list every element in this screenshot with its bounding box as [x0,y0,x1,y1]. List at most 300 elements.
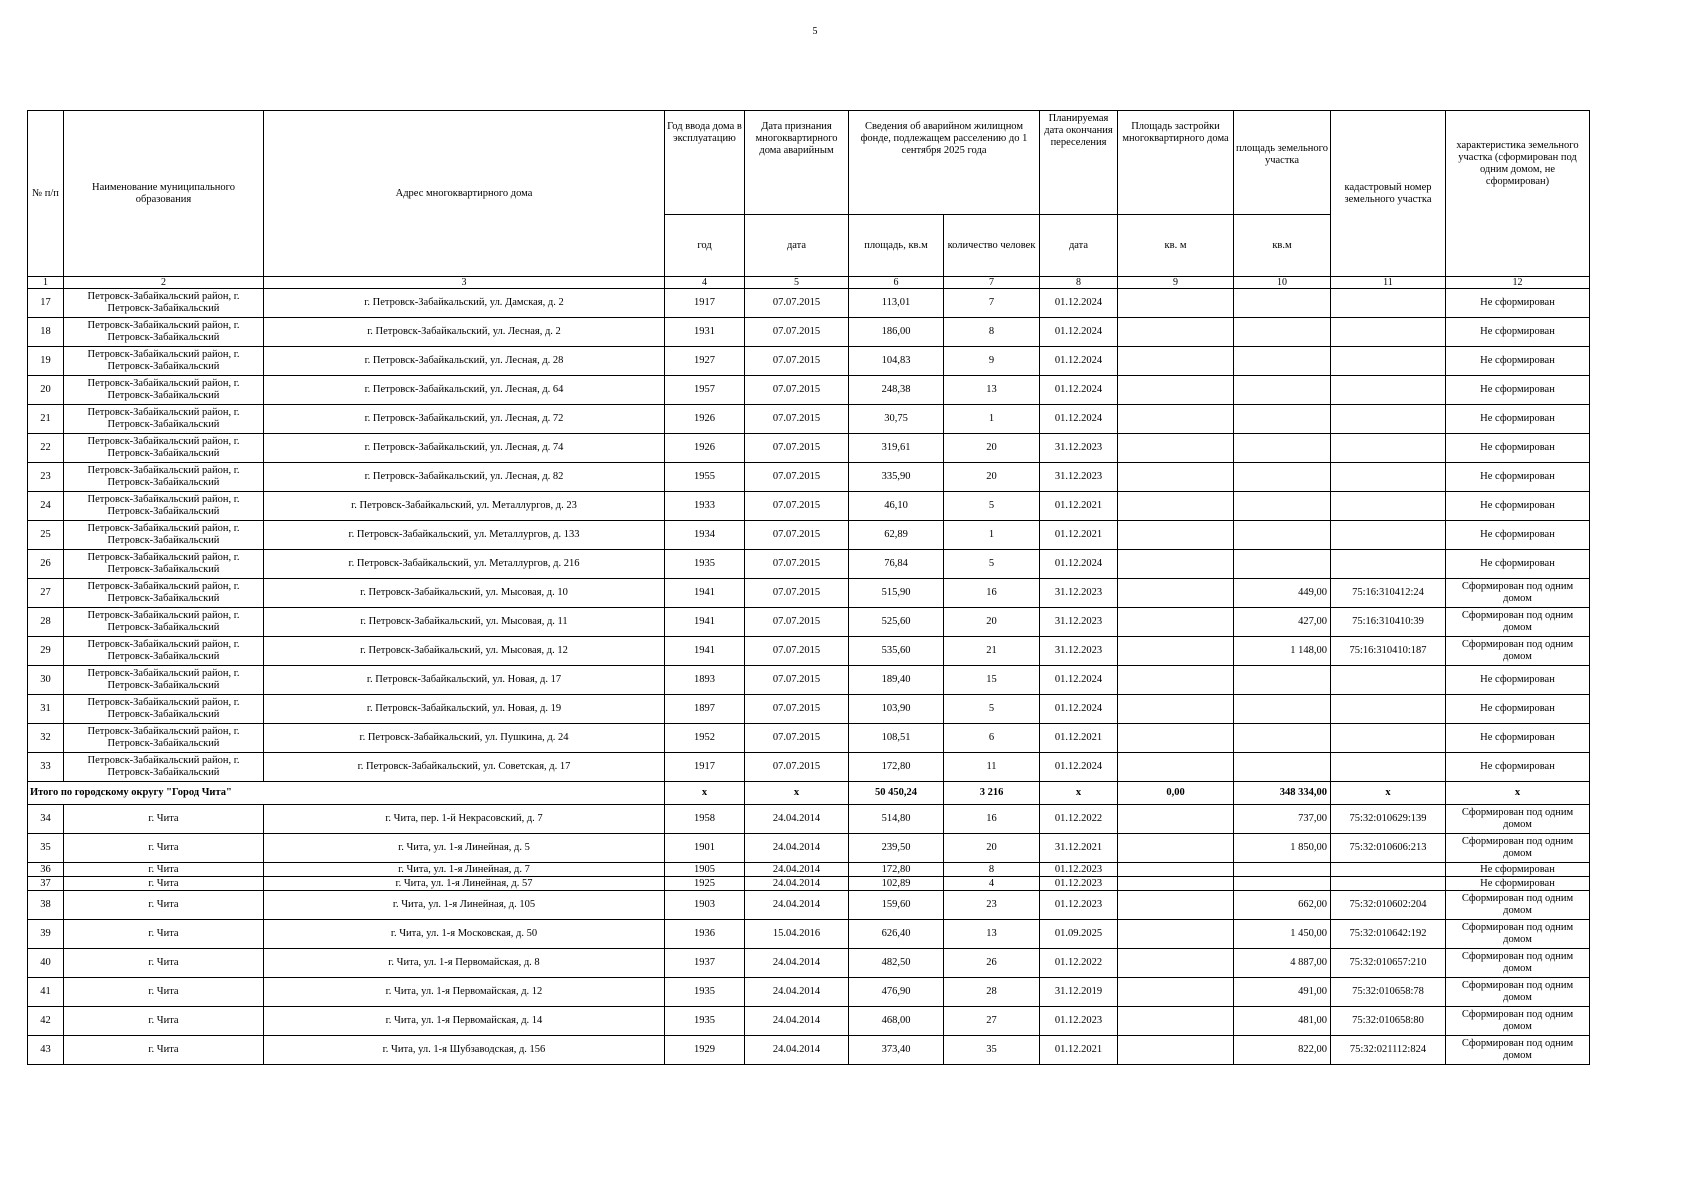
header-land-characteristic: характеристика земельного участка (сформирован под одним домом, не сформирован) [1446,111,1590,277]
row-land-characteristic: Не сформирован [1446,405,1590,434]
table-row [28,434,1590,463]
row-cadastral [1331,492,1446,521]
row-land-area: 481,00 [1234,1007,1331,1036]
row-address: г. Петровск-Забайкальский, ул. Лесная, д. 28 [264,347,665,376]
table-row [28,637,1590,666]
row-people: 1 [944,521,1040,550]
row-cadastral: 75:32:010629:139 [1331,805,1446,834]
row-land-characteristic: Сформирован под одним домом [1446,608,1590,637]
row-address: г. Петровск-Забайкальский, ул. Лесная, д. 2 [264,318,665,347]
header-sub-date: дата [745,215,849,277]
row-date: 15.04.2016 [745,920,849,949]
row-municipality: г. Чита [64,920,264,949]
row-people: 20 [944,834,1040,863]
row-municipality: Петровск-Забайкальский район, г. Петровск-Забайкальский [64,608,264,637]
row-year: 1937 [665,949,745,978]
column-number: 7 [944,277,1040,289]
row-people: 1 [944,405,1040,434]
row-land-characteristic: Не сформирован [1446,318,1590,347]
row-address: г. Чита, ул. 1-я Линейная, д. 5 [264,834,665,863]
row-cadastral [1331,376,1446,405]
row-area: 482,50 [849,949,944,978]
row-address: г. Петровск-Забайкальский, ул. Лесная, д. 82 [264,463,665,492]
row-build-area [1118,521,1234,550]
row-land-area: 737,00 [1234,805,1331,834]
header-sub-area: площадь, кв.м [849,215,944,277]
row-municipality: г. Чита [64,863,264,877]
table-row [28,376,1590,405]
column-number: 12 [1446,277,1590,289]
row-number: 38 [28,891,64,920]
row-date: 07.07.2015 [745,666,849,695]
row-year: 1926 [665,434,745,463]
row-year: 1893 [665,666,745,695]
row-end-date: 01.12.2024 [1040,753,1118,782]
row-people: 23 [944,891,1040,920]
row-end-date: 01.12.2024 [1040,376,1118,405]
row-people: 7 [944,289,1040,318]
row-area: 514,80 [849,805,944,834]
row-municipality: г. Чита [64,949,264,978]
row-municipality: Петровск-Забайкальский район, г. Петровск-Забайкальский [64,695,264,724]
row-date: 07.07.2015 [745,724,849,753]
row-land-area [1234,405,1331,434]
row-area: 626,40 [849,920,944,949]
row-area: 468,00 [849,1007,944,1036]
row-municipality: Петровск-Забайкальский район, г. Петровск-Забайкальский [64,724,264,753]
row-end-date: 01.12.2021 [1040,521,1118,550]
row-end-date: 31.12.2023 [1040,608,1118,637]
row-land-area: 1 850,00 [1234,834,1331,863]
table-row [28,724,1590,753]
total-label: Итого по городскому округу "Город Чита" [28,782,665,805]
table-row [28,863,1590,877]
row-municipality: Петровск-Забайкальский район, г. Петровск-Забайкальский [64,434,264,463]
row-date: 07.07.2015 [745,434,849,463]
row-people: 5 [944,492,1040,521]
row-land-area: 1 450,00 [1234,920,1331,949]
row-year: 1957 [665,376,745,405]
row-land-area [1234,724,1331,753]
row-municipality: Петровск-Забайкальский район, г. Петровск-Забайкальский [64,318,264,347]
row-land-area: 822,00 [1234,1036,1331,1065]
row-end-date: 01.12.2024 [1040,318,1118,347]
row-people: 8 [944,318,1040,347]
table-body [28,289,1590,1065]
row-cadastral: 75:32:010658:78 [1331,978,1446,1007]
row-address: г. Петровск-Забайкальский, ул. Мысовая, д. 10 [264,579,665,608]
row-land-characteristic: Не сформирован [1446,863,1590,877]
row-date: 07.07.2015 [745,376,849,405]
header-sub-date2: дата [1040,215,1118,277]
row-municipality: Петровск-Забайкальский район, г. Петровск-Забайкальский [64,492,264,521]
row-people: 11 [944,753,1040,782]
row-area: 335,90 [849,463,944,492]
table-row [28,949,1590,978]
row-address: г. Чита, ул. 1-я Линейная, д. 57 [264,877,665,891]
row-municipality: Петровск-Забайкальский район, г. Петровск-Забайкальский [64,550,264,579]
row-date: 07.07.2015 [745,695,849,724]
row-cadastral: 75:32:010657:210 [1331,949,1446,978]
row-land-characteristic: Не сформирован [1446,434,1590,463]
row-area: 248,38 [849,376,944,405]
row-cadastral [1331,753,1446,782]
row-build-area [1118,863,1234,877]
row-land-characteristic: Сформирован под одним домом [1446,1007,1590,1036]
row-municipality: Петровск-Забайкальский район, г. Петровск-Забайкальский [64,347,264,376]
header-emergency-info: Сведения об аварийном жилищном фонде, подлежащем расселению до 1 сентября 2025 года [849,111,1040,215]
row-municipality: Петровск-Забайкальский район, г. Петровск-Забайкальский [64,521,264,550]
row-end-date: 01.12.2021 [1040,492,1118,521]
row-end-date: 31.12.2023 [1040,637,1118,666]
row-date: 07.07.2015 [745,579,849,608]
row-build-area [1118,434,1234,463]
row-end-date: 01.12.2021 [1040,724,1118,753]
row-municipality: г. Чита [64,805,264,834]
row-address: г. Чита, пер. 1-й Некрасовский, д. 7 [264,805,665,834]
row-end-date: 01.12.2023 [1040,1007,1118,1036]
row-year: 1901 [665,834,745,863]
row-end-date: 01.12.2022 [1040,949,1118,978]
row-year: 1941 [665,608,745,637]
row-end-date: 01.12.2024 [1040,405,1118,434]
row-cadastral: 75:16:310410:39 [1331,608,1446,637]
row-land-characteristic: Не сформирован [1446,695,1590,724]
row-date: 24.04.2014 [745,1007,849,1036]
header-sub-kvm: кв. м [1118,215,1234,277]
row-end-date: 01.12.2023 [1040,891,1118,920]
row-municipality: Петровск-Забайкальский район, г. Петровск-Забайкальский [64,666,264,695]
resettlement-table [27,110,1590,1065]
row-year: 1926 [665,405,745,434]
row-date: 24.04.2014 [745,877,849,891]
column-number: 2 [64,277,264,289]
row-municipality: г. Чита [64,1007,264,1036]
row-date: 07.07.2015 [745,608,849,637]
row-land-characteristic: Не сформирован [1446,347,1590,376]
row-area: 525,60 [849,608,944,637]
row-cadastral [1331,695,1446,724]
row-date: 24.04.2014 [745,863,849,877]
row-end-date: 01.12.2022 [1040,805,1118,834]
row-number: 42 [28,1007,64,1036]
table-row [28,891,1590,920]
row-area: 30,75 [849,405,944,434]
row-land-area [1234,521,1331,550]
row-year: 1955 [665,463,745,492]
row-date: 07.07.2015 [745,463,849,492]
row-land-area [1234,753,1331,782]
row-land-area [1234,666,1331,695]
row-build-area [1118,805,1234,834]
row-people: 20 [944,463,1040,492]
row-land-characteristic: Сформирован под одним домом [1446,1036,1590,1065]
row-people: 13 [944,376,1040,405]
row-number: 21 [28,405,64,434]
row-date: 07.07.2015 [745,753,849,782]
row-land-area: 662,00 [1234,891,1331,920]
row-date: 07.07.2015 [745,347,849,376]
row-number: 23 [28,463,64,492]
row-end-date: 31.12.2019 [1040,978,1118,1007]
row-land-characteristic: Не сформирован [1446,492,1590,521]
table-row [28,753,1590,782]
header-no: № п/п [28,111,64,277]
row-land-characteristic: Сформирован под одним домом [1446,920,1590,949]
row-land-characteristic: Сформирован под одним домом [1446,891,1590,920]
table-row [28,666,1590,695]
row-cadastral [1331,863,1446,877]
row-address: г. Чита, ул. 1-я Линейная, д. 105 [264,891,665,920]
row-land-area [1234,289,1331,318]
row-area: 46,10 [849,492,944,521]
row-area: 373,40 [849,1036,944,1065]
row-end-date: 01.12.2024 [1040,666,1118,695]
row-build-area [1118,666,1234,695]
row-cadastral [1331,405,1446,434]
row-build-area [1118,405,1234,434]
row-cadastral [1331,550,1446,579]
row-build-area [1118,891,1234,920]
row-people: 20 [944,608,1040,637]
row-municipality: Петровск-Забайкальский район, г. Петровск-Забайкальский [64,579,264,608]
row-cadastral: 75:32:010658:80 [1331,1007,1446,1036]
table-row [28,347,1590,376]
row-people: 9 [944,347,1040,376]
row-build-area [1118,877,1234,891]
row-date: 24.04.2014 [745,805,849,834]
row-year: 1905 [665,863,745,877]
row-people: 16 [944,579,1040,608]
row-number: 39 [28,920,64,949]
table-row [28,877,1590,891]
row-municipality: г. Чита [64,978,264,1007]
row-municipality: г. Чита [64,1036,264,1065]
row-end-date: 01.12.2024 [1040,550,1118,579]
row-build-area [1118,550,1234,579]
header-land-area: площадь земельного участка [1234,111,1331,215]
row-year: 1941 [665,579,745,608]
header-cadastral: кадастровый номер земельного участка [1331,111,1446,277]
row-people: 28 [944,978,1040,1007]
column-number: 9 [1118,277,1234,289]
row-year: 1958 [665,805,745,834]
row-area: 189,40 [849,666,944,695]
row-date: 07.07.2015 [745,521,849,550]
row-people: 16 [944,805,1040,834]
total-char: х [1446,782,1590,805]
row-number: 35 [28,834,64,863]
header-sub-year: год [665,215,745,277]
row-build-area [1118,347,1234,376]
row-number: 32 [28,724,64,753]
row-people: 35 [944,1036,1040,1065]
row-land-characteristic: Не сформирован [1446,289,1590,318]
row-people: 21 [944,637,1040,666]
table-row [28,550,1590,579]
row-address: г. Петровск-Забайкальский, ул. Металлургов, д. 133 [264,521,665,550]
row-number: 20 [28,376,64,405]
table-row [28,318,1590,347]
header-sub-people: количество человек [944,215,1040,277]
total-date: х [745,782,849,805]
row-people: 26 [944,949,1040,978]
row-cadastral [1331,521,1446,550]
row-land-characteristic: Сформирован под одним домом [1446,579,1590,608]
row-area: 76,84 [849,550,944,579]
row-municipality: Петровск-Забайкальский район, г. Петровск-Забайкальский [64,753,264,782]
row-cadastral [1331,463,1446,492]
total-people: 3 216 [944,782,1040,805]
row-date: 24.04.2014 [745,891,849,920]
row-year: 1917 [665,753,745,782]
row-land-characteristic: Сформирован под одним домом [1446,978,1590,1007]
header-sub-kvm2: кв.м [1234,215,1331,277]
total-end: х [1040,782,1118,805]
row-cadastral [1331,434,1446,463]
row-area: 319,61 [849,434,944,463]
row-end-date: 31.12.2023 [1040,579,1118,608]
row-address: г. Петровск-Забайкальский, ул. Новая, д. 19 [264,695,665,724]
column-number: 10 [1234,277,1331,289]
row-cadastral [1331,347,1446,376]
table-row [28,579,1590,608]
row-address: г. Чита, ул. 1-я Линейная, д. 7 [264,863,665,877]
row-municipality: г. Чита [64,891,264,920]
row-address: г. Чита, ул. 1-я Первомайская, д. 14 [264,1007,665,1036]
row-land-characteristic: Не сформирован [1446,376,1590,405]
row-build-area [1118,1036,1234,1065]
row-number: 26 [28,550,64,579]
row-land-area [1234,318,1331,347]
header-date-emergency: Дата признания многоквартирного дома аварийным [745,111,849,215]
row-number: 41 [28,978,64,1007]
row-address: г. Петровск-Забайкальский, ул. Советская, д. 17 [264,753,665,782]
row-people: 8 [944,863,1040,877]
row-land-area [1234,376,1331,405]
row-cadastral: 75:32:021112:824 [1331,1036,1446,1065]
row-date: 24.04.2014 [745,978,849,1007]
row-number: 27 [28,579,64,608]
row-area: 62,89 [849,521,944,550]
row-cadastral: 75:16:310412:24 [1331,579,1446,608]
row-end-date: 01.09.2025 [1040,920,1118,949]
row-land-area [1234,434,1331,463]
row-number: 36 [28,863,64,877]
row-area: 104,83 [849,347,944,376]
header-row-numbers [28,277,1590,289]
row-municipality: Петровск-Забайкальский район, г. Петровск-Забайкальский [64,376,264,405]
column-number: 8 [1040,277,1118,289]
row-year: 1934 [665,521,745,550]
row-land-characteristic: Сформирован под одним домом [1446,805,1590,834]
row-build-area [1118,579,1234,608]
row-address: г. Чита, ул. 1-я Первомайская, д. 8 [264,949,665,978]
table-row [28,920,1590,949]
column-number: 4 [665,277,745,289]
column-number: 1 [28,277,64,289]
row-end-date: 01.12.2024 [1040,347,1118,376]
row-area: 515,90 [849,579,944,608]
row-year: 1931 [665,318,745,347]
column-number: 6 [849,277,944,289]
row-year: 1927 [665,347,745,376]
row-land-characteristic: Сформирован под одним домом [1446,637,1590,666]
row-cadastral: 75:16:310410:187 [1331,637,1446,666]
row-address: г. Петровск-Забайкальский, ул. Новая, д. 17 [264,666,665,695]
row-year: 1952 [665,724,745,753]
total-land: 348 334,00 [1234,782,1331,805]
row-area: 159,60 [849,891,944,920]
table-row [28,805,1590,834]
row-people: 13 [944,920,1040,949]
total-year: х [665,782,745,805]
row-build-area [1118,834,1234,863]
table-row [28,492,1590,521]
row-build-area [1118,318,1234,347]
row-end-date: 31.12.2023 [1040,463,1118,492]
row-year: 1935 [665,978,745,1007]
row-number: 29 [28,637,64,666]
row-date: 24.04.2014 [745,834,849,863]
row-address: г. Петровск-Забайкальский, ул. Дамская, д. 2 [264,289,665,318]
row-end-date: 31.12.2021 [1040,834,1118,863]
row-land-area [1234,347,1331,376]
row-date: 07.07.2015 [745,405,849,434]
row-end-date: 31.12.2023 [1040,434,1118,463]
row-address: г. Чита, ул. 1-я Московская, д. 50 [264,920,665,949]
row-land-characteristic: Не сформирован [1446,724,1590,753]
row-municipality: Петровск-Забайкальский район, г. Петровск-Забайкальский [64,405,264,434]
total-build: 0,00 [1118,782,1234,805]
table-row [28,695,1590,724]
row-area: 103,90 [849,695,944,724]
row-area: 172,80 [849,753,944,782]
row-date: 24.04.2014 [745,949,849,978]
row-year: 1935 [665,1007,745,1036]
row-build-area [1118,608,1234,637]
row-address: г. Петровск-Забайкальский, ул. Пушкина, д. 24 [264,724,665,753]
row-land-area [1234,877,1331,891]
row-municipality: Петровск-Забайкальский район, г. Петровск-Забайкальский [64,637,264,666]
row-date: 07.07.2015 [745,318,849,347]
row-municipality: г. Чита [64,877,264,891]
row-build-area [1118,920,1234,949]
row-people: 6 [944,724,1040,753]
row-area: 113,01 [849,289,944,318]
row-area: 108,51 [849,724,944,753]
table-row [28,1036,1590,1065]
table-row [28,463,1590,492]
row-year: 1941 [665,637,745,666]
row-land-characteristic: Не сформирован [1446,550,1590,579]
page-number: 5 [812,26,818,37]
row-build-area [1118,724,1234,753]
row-people: 5 [944,695,1040,724]
row-land-characteristic: Не сформирован [1446,463,1590,492]
header-address: Адрес многоквартирного дома [264,111,665,277]
row-date: 07.07.2015 [745,492,849,521]
row-people: 27 [944,1007,1040,1036]
row-land-characteristic: Сформирован под одним домом [1446,834,1590,863]
row-land-area: 449,00 [1234,579,1331,608]
row-area: 535,60 [849,637,944,666]
row-address: г. Петровск-Забайкальский, ул. Лесная, д. 74 [264,434,665,463]
row-date: 24.04.2014 [745,1036,849,1065]
row-address: г. Петровск-Забайкальский, ул. Лесная, д. 72 [264,405,665,434]
row-number: 22 [28,434,64,463]
row-number: 43 [28,1036,64,1065]
